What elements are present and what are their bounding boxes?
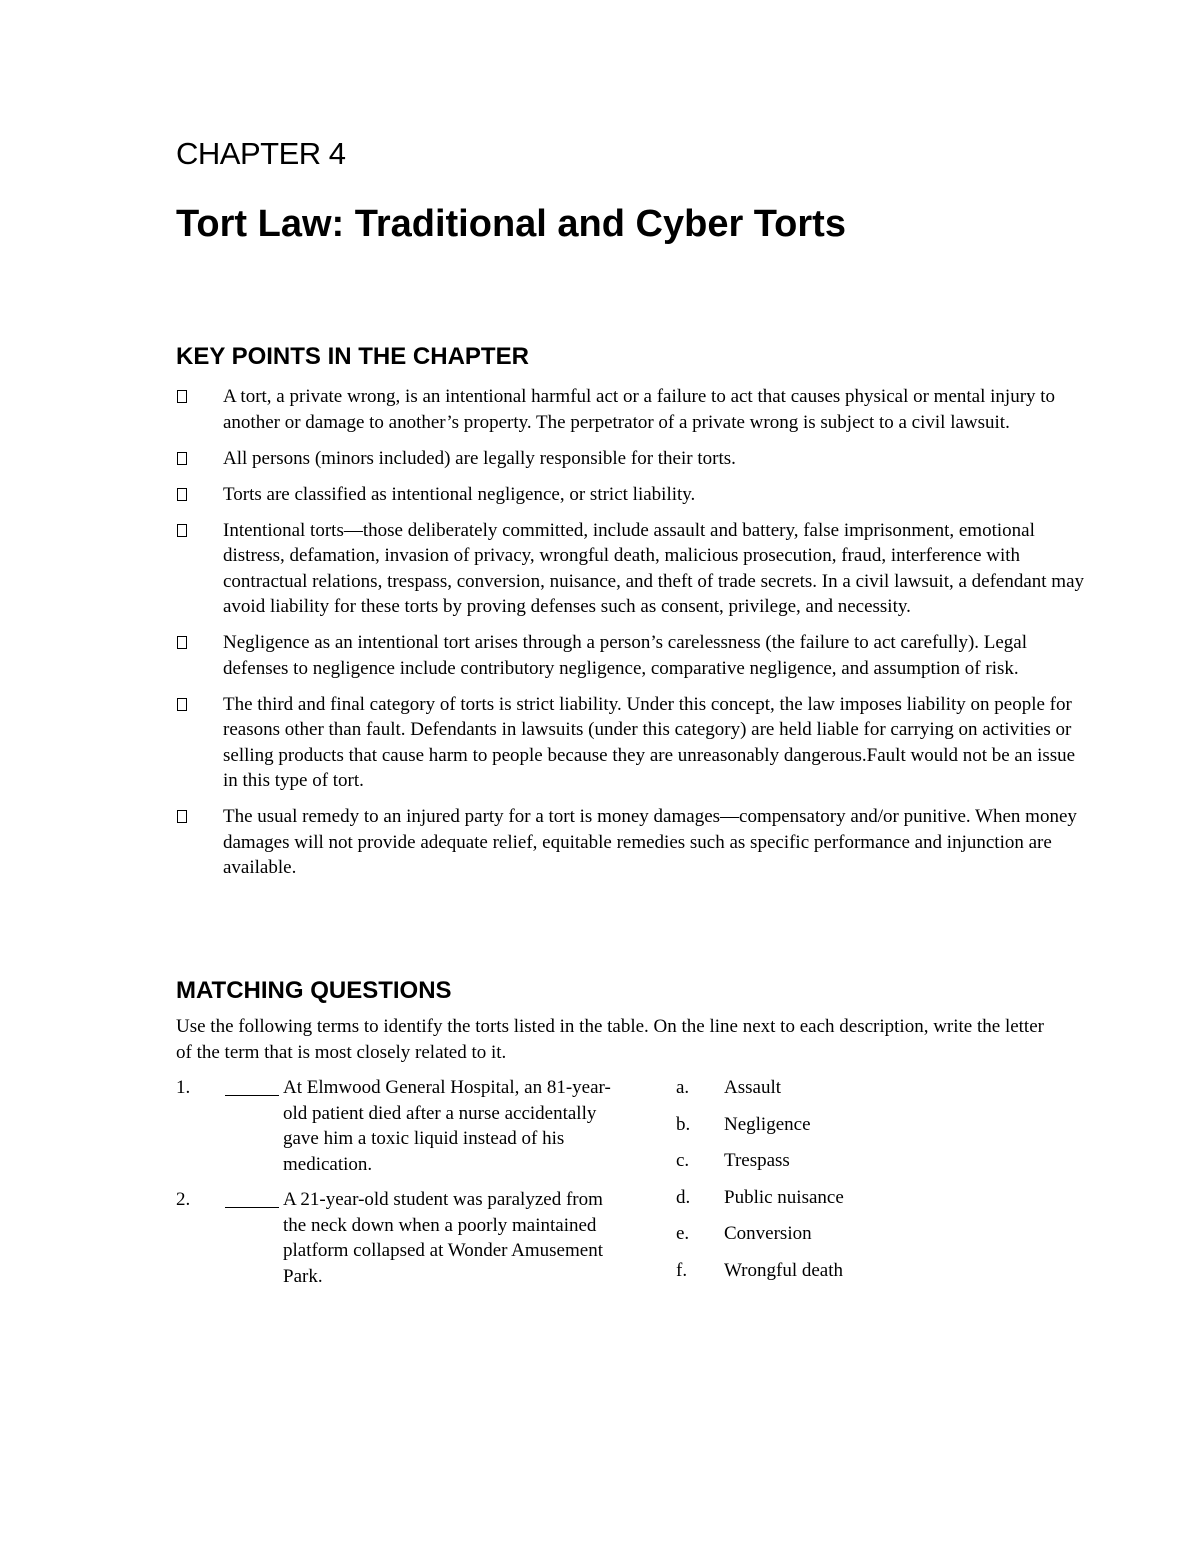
square-bullet-icon <box>177 810 187 823</box>
term-letter: a. <box>676 1077 690 1098</box>
square-bullet-icon <box>177 488 187 501</box>
square-bullet-icon <box>177 636 187 649</box>
key-point-text: Intentional torts—those deliberately committed, include assault and battery, false imprisonment, emotional distress, defamation, invasion of privacy, wrongful death, malicious prosecution, fraud, interference with contractual relations, trespass, conversion, nuisance, and theft of trade secrets. In a civil lawsuit, a defendant may avoid liability for these torts by proving defenses such as consent, privilege, and necessity. <box>223 519 1085 617</box>
term-letter: f. <box>676 1259 688 1281</box>
term-label: Negligence <box>724 1113 811 1135</box>
matching-question-list <box>176 1075 616 1299</box>
question-number: 2. <box>176 1189 191 1210</box>
key-point-item <box>176 630 1086 681</box>
matching-term <box>676 1221 976 1247</box>
matching-term <box>676 1148 976 1174</box>
chapter-label: CHAPTER 4 <box>176 136 346 171</box>
term-label: Conversion <box>724 1223 812 1244</box>
chapter-title: Tort Law: Traditional and Cyber Torts <box>176 203 846 245</box>
question-text: At Elmwood General Hospital, an 81-year-old patient died after a nurse accidentally gave him a toxic liquid instead of his medication. <box>283 1077 611 1175</box>
square-bullet-icon <box>177 452 187 465</box>
key-point-item <box>176 692 1086 794</box>
term-letter: b. <box>676 1113 691 1135</box>
question-text: A 21-year-old student was paralyzed from the neck down when a poorly maintained platform collapsed at Wonder Amusement Park. <box>283 1189 603 1287</box>
key-point-text: The usual remedy to an injured party for a tort is money damages—compensatory and/or punitive. When money damages will not provide adequate relief, equitable remedies such as specific performance and injunction are available. <box>223 806 1077 878</box>
term-label: Wrongful death <box>724 1259 844 1281</box>
key-points-list <box>176 384 1086 891</box>
key-point-item <box>176 482 1086 508</box>
question-number: 1. <box>176 1077 191 1098</box>
term-letter: e. <box>676 1223 690 1244</box>
key-point-text: A tort, a private wrong, is an intentional harmful act or a failure to act that causes physical or mental injury to another or damage to another’s property. The perpetrator of a private wrong is subject to a civil lawsuit. <box>223 386 1056 433</box>
key-point-item <box>176 804 1086 881</box>
matching-term <box>676 1075 976 1101</box>
key-point-item <box>176 384 1086 435</box>
matching-term-list <box>676 1075 976 1294</box>
matching-term <box>676 1258 976 1284</box>
key-point-text: Torts are classified as intentional negligence, or strict liability. <box>223 483 696 505</box>
matching-question <box>176 1187 616 1289</box>
key-point-text: All persons (minors included) are legally responsible for their torts. <box>223 447 736 469</box>
term-letter: d. <box>676 1186 691 1208</box>
term-label: Assault <box>724 1077 781 1098</box>
term-letter: c. <box>676 1150 690 1171</box>
square-bullet-icon <box>177 390 187 403</box>
matching-term <box>676 1112 976 1138</box>
key-point-text: Negligence as an intentional tort arises through a person’s carelessness (the failure to act carefully). Legal defenses to negligence include contributory negligence, comparative negligence, and assumption of risk. <box>223 632 1028 679</box>
matching-term <box>676 1185 976 1211</box>
matching-instructions: Use the following terms to identify the torts listed in the table. On the line next to each description, write the letter of the term that is most closely related to it. <box>176 1016 1044 1063</box>
square-bullet-icon <box>177 698 187 711</box>
key-point-item <box>176 518 1086 620</box>
key-points-heading: KEY POINTS IN THE CHAPTER <box>176 343 529 370</box>
answer-blank-line[interactable] <box>225 1075 279 1096</box>
answer-blank-line[interactable] <box>225 1187 279 1208</box>
matching-questions-heading: MATCHING QUESTIONS <box>176 977 452 1004</box>
term-label: Public nuisance <box>724 1186 844 1208</box>
square-bullet-icon <box>177 524 187 537</box>
matching-question <box>176 1075 616 1177</box>
key-point-text: The third and final category of torts is strict liability. Under this concept, the law imposes liability on people for reasons other than fault. Defendants in lawsuits (under this category) are held liable for carrying on activities or selling products that cause harm to people because they are unreasonably dangerous.Fault would not be an issue in this type of tort. <box>223 693 1076 791</box>
term-label: Trespass <box>724 1150 790 1171</box>
key-point-item <box>176 446 1086 472</box>
